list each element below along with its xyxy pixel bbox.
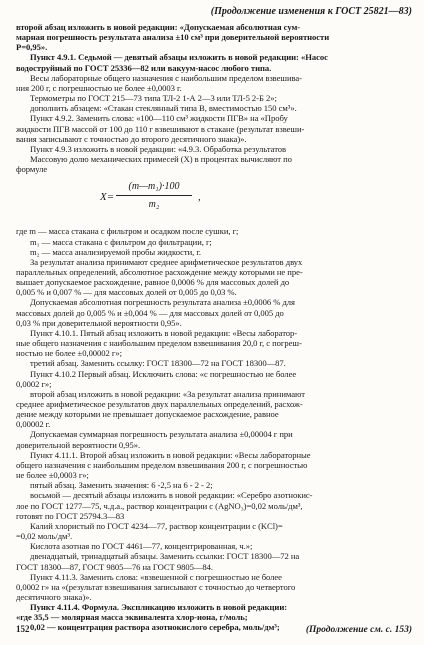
text-line: Пункт 4.9.3 изложить в новой редакции: «4.9.3. Обработка результатов bbox=[30, 143, 287, 154]
text-line: Пункт 4.11.3. Заменить слова: «взвешенной с погрешностью не более bbox=[30, 571, 282, 582]
text-line: пятый абзац. Заменить значения: 6 -2,5 на 6 - 2 - 2; bbox=[30, 480, 213, 491]
text-line: =0,02 моль/дм³. bbox=[16, 531, 73, 542]
text-line: Кислота азотная по ГОСТ 4461—77, концентрированная, ч.»; bbox=[30, 541, 253, 552]
text-line: двенадцатый, тринадцатый абзацы. Заменить ссылки: ГОСТ 18300—72 на bbox=[30, 551, 300, 562]
text-line: Допускаемая суммарная погрешность результата анализа ±0,00004 г при bbox=[30, 429, 293, 440]
text-line: готовят по ГОСТ 25794.3—83 bbox=[16, 510, 125, 521]
text-line: Пункт 4.11.1. Второй абзац изложить в новой редакции: «Весы лабораторные bbox=[30, 449, 311, 460]
text-line: водоструйный по ГОСТ 25336—82 или вакуум-насос любого типа. bbox=[16, 62, 272, 73]
text-line: вания записывают с точностью до второго десятичного знака)». bbox=[16, 133, 247, 144]
text-line: вышает допускаемое расхождение, равное 0,0006 % для массовых долей до bbox=[16, 277, 290, 288]
text-line: второй абзац изложить в новой редакции: «Допускаемая абсолютная сум- bbox=[16, 22, 301, 32]
text-line: ностью не более ±0,00002 г»; bbox=[16, 348, 122, 359]
text-line: Весы лабораторные общего назначения с наибольшим пределом взвешива- bbox=[30, 72, 302, 83]
text-block-lower bbox=[16, 226, 412, 632]
page-footer bbox=[16, 624, 412, 635]
text-line: Пункт 4.11.4. Формула. Экспликацию изложить в новой редакции: bbox=[30, 602, 288, 613]
text-line: «где 35,5 — молярная масса эквивалента хлор-иона, г/моль; bbox=[16, 612, 248, 623]
text-line: дополнить абзацем: «Стакан стеклянный типа В, вместимостью 150 см³». bbox=[30, 103, 297, 114]
text-line: 0,02 — концентрация раствора азотнокислого серебра, моль/дм³; bbox=[30, 622, 280, 633]
text-line: параллельных определений, абсолютное расхождение между которыми не пре- bbox=[16, 266, 303, 277]
text-line: m₁ — масса стакана с фильтром до фильтрации, г; bbox=[30, 236, 212, 247]
formula-fraction bbox=[116, 180, 192, 211]
text-line: 0,0002 г»; bbox=[16, 378, 52, 389]
text-line: Р=0,95». bbox=[16, 42, 48, 53]
text-line: Калий хлористый по ГОСТ 4234—77, раствор концентрации c (KCl)= bbox=[30, 520, 283, 531]
text-line: формуле bbox=[16, 164, 48, 175]
text-line: Пункт 4.10.2 Первый абзац. Исключить слова: «с погрешностью не более bbox=[30, 368, 297, 379]
text-line: десятичного знака)». bbox=[16, 591, 92, 602]
text-line: где m — масса стакана с фильтром и осадком после сушки, г; bbox=[16, 226, 239, 237]
running-header: (Продолжение изменения к ГОСТ 25821—83) bbox=[210, 6, 412, 17]
text-line: доверительной вероятности 0,95». bbox=[16, 439, 141, 450]
formula-suffix: , bbox=[198, 191, 201, 204]
text-line: Пункт 4.9.2. Заменить слова: «100—110 см³ жидкости ПГВ» на «Пробу bbox=[30, 113, 288, 124]
text-line: 0,005 % и 0,007 % — для массовых долей от 0,005 до 0,03 %. bbox=[16, 287, 237, 298]
text-line: ные общего назначения с наибольшим пределом взвешивания 20,0 г, с погреш- bbox=[16, 338, 302, 349]
text-line: 0,03 % при доверительной вероятности 0,95». bbox=[16, 317, 182, 328]
formula bbox=[16, 178, 412, 222]
text-line: Пункт 4.9.1. Седьмой — девятый абзацы изложить в новой редакции: «Насос bbox=[30, 52, 328, 63]
fraction-bar bbox=[116, 195, 192, 196]
text-line: марная погрешность результата анализа ±10 см³ при доверительной вероятности bbox=[16, 32, 330, 43]
formula-lhs: X= bbox=[100, 191, 115, 204]
text-line: За результат анализа принимают среднее арифметическое результатов двух bbox=[30, 256, 303, 267]
text-line: общего назначения с наибольшим пределом взвешивания 200 г, с погрешностью bbox=[16, 459, 308, 470]
text-line: Массовую долю механических примесей (X) в процентах вычисляют по bbox=[30, 154, 292, 165]
text-line: второй абзац изложить в новой редакции: «За результат анализа принимают bbox=[30, 388, 305, 399]
text-block-upper bbox=[16, 22, 412, 174]
text-line: дение между которыми не превышает допускаемое расхождение, равное bbox=[16, 409, 279, 420]
text-line: третий абзац. Заменить ссылку: ГОСТ 18300—72 на ГОСТ 18300—87. bbox=[30, 358, 286, 369]
text-line: 0,00002 г. bbox=[16, 419, 51, 430]
text-line: лое по ГОСТ 1277—75, ч.д.а., раствор концентрации c (AgNO₃)=0,02 моль/дм³, bbox=[16, 500, 303, 511]
text-line: массовых долей до 0,005 % и ±0,004 % — для массовых долей от 0,005 до bbox=[16, 307, 284, 318]
text-line: не более ±0,0003 г»; bbox=[16, 470, 89, 481]
text-line: ния 200 г, с погрешностью не более ±0,0003 г. bbox=[16, 82, 182, 93]
formula-denominator: m₂ bbox=[148, 199, 160, 211]
text-line: ГОСТ 18300—87, ГОСТ 9805—76 на ГОСТ 9805—84. bbox=[16, 561, 213, 572]
text-line: Допускаемая абсолютная погрешность результата анализа ±0,0006 % для bbox=[30, 297, 295, 308]
continuation-note: (Продолжение см. с. 153) bbox=[305, 625, 412, 635]
text-line: Пункт 4.10.1. Пятый абзац изложить в новой редакции: «Весы лаборатор- bbox=[30, 327, 298, 338]
text-line: Термометры по ГОСТ 215—73 типа ТЛ-2 1-А 2—3 или ТЛ-5 2-Б 2»; bbox=[30, 93, 277, 104]
page-number: 152 bbox=[16, 624, 30, 634]
text-line: жидкости ПГВ массой от 100 до 110 г взвешивают в стакане (результат взвеши- bbox=[16, 123, 305, 134]
text-line: 0,0002 г» на «(результат взвешивания записывают с точностью до четвертого bbox=[16, 581, 296, 592]
formula-numerator: (m—m₁)·100 bbox=[128, 181, 180, 193]
text-line: восьмой — десятый абзацы изложить в новой редакции: «Серебро азотнокис- bbox=[30, 490, 313, 501]
text-line: среднее арифметическое результатов двух параллельных определений, расхож- bbox=[16, 399, 303, 409]
text-line: m₂ — масса анализируемой пробы жидкости, г. bbox=[30, 246, 201, 257]
